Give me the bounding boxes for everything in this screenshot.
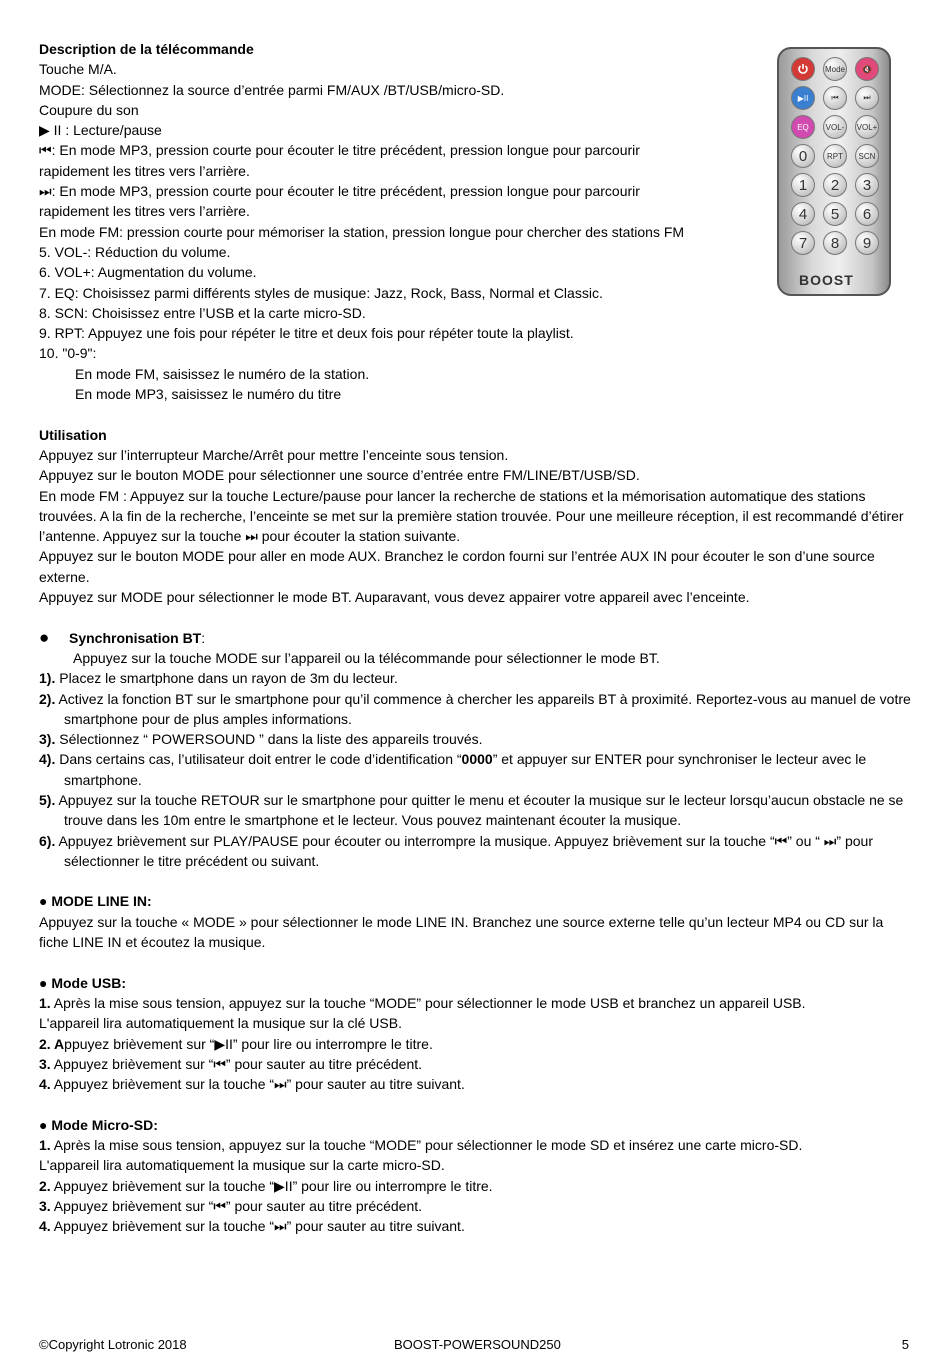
bt-step: 3). Sélectionnez “ POWERSOUND ” dans la liste des appareils trouvés. [39, 731, 483, 748]
text-line: 5. VOL-: Réduction du volume. [39, 243, 231, 260]
text-line: 9. RPT: Appuyez une fois pour répéter le titre et deux fois pour répéter toute la playlist. [39, 325, 574, 342]
section-title-usb: ● Mode USB: [39, 974, 127, 991]
sd-step: 3. Appuyez brièvement sur “⏮” pour sauter au titre précédent. [39, 1197, 423, 1214]
text-line: ⏭: En mode MP3, pression courte pour écouter le titre précédent, pression longue pour parcourir [39, 183, 640, 200]
footer-copyright: ©Copyright Lotronic 2018 [39, 1337, 187, 1352]
section-title-utilisation: Utilisation [39, 426, 107, 443]
bt-heading: ● Synchronisation BT: [39, 627, 206, 647]
paragraph: Appuyez sur MODE pour sélectionner le mode BT. Auparavant, vous devez appairer votre appareil avec l’enceinte. [39, 589, 750, 606]
boost-logo: BOOST [799, 272, 854, 288]
text-line: 6. VOL+: Augmentation du volume. [39, 264, 257, 281]
bt-step: 4). Dans certains cas, l’utilisateur doit entrer le code d’identification “0000” et appuyer sur ENTER pour synchroniser le lecteur avec le smartphone. [39, 751, 867, 788]
text-line: rapidement les titres vers l’arrière. [39, 203, 250, 220]
footer [39, 1337, 909, 1355]
bt-step: 1). Placez le smartphone dans un rayon de 3m du lecteur. [39, 670, 398, 687]
remote-button: RPT [823, 144, 847, 168]
usb-step: 3. Appuyez brièvement sur “⏮” pour sauter au titre précédent. [39, 1055, 423, 1072]
section-title-line-in: ● MODE LINE IN: [39, 893, 152, 910]
paragraph: Appuyez sur la touche « MODE » pour sélectionner le mode LINE IN. Branchez une source externe telle qu’un lecteur MP4 ou CD sur la fiche LINE IN et écoutez la musique. [39, 913, 884, 951]
text-line: ⏮: En mode MP3, pression courte pour écouter le titre précédent, pression longue pour parcourir [39, 142, 640, 159]
remote-button: ▶II [791, 86, 815, 110]
remote-button: 3 [855, 173, 879, 197]
usb-step: 2. Appuyez brièvement sur “▶II” pour lire ou interrompre le titre. [39, 1035, 433, 1052]
sd-step: 1. Après la mise sous tension, appuyez sur la touche “MODE” pour sélectionner le mode SD et insérez une carte micro-SD. [39, 1137, 803, 1154]
text-line: 7. EQ: Choisissez parmi différents styles de musique: Jazz, Rock, Bass, Normal et Classic. [39, 284, 603, 301]
usb-step: L'appareil lira automatiquement la musique sur la clé USB. [39, 1015, 402, 1032]
remote-button: VOL+ [855, 115, 879, 139]
remote-button: 9 [855, 231, 879, 255]
paragraph: Appuyez sur l’interrupteur Marche/Arrêt pour mettre l’enceinte sous tension. [39, 446, 509, 463]
remote-button: 8 [823, 231, 847, 255]
remote-button: Mode [823, 57, 847, 81]
text-line: 8. SCN: Choisissez entre l’USB et la carte micro-SD. [39, 304, 366, 321]
sd-step: 4. Appuyez brièvement sur la touche “⏭” pour sauter au titre suivant. [39, 1218, 465, 1235]
text-line: ▶ II : Lecture/pause [39, 122, 162, 139]
remote-button: 1 [791, 173, 815, 197]
text-line: Coupure du son [39, 101, 139, 118]
remote-button: 7 [791, 231, 815, 255]
remote-button: SCN [855, 144, 879, 168]
power-icon [791, 57, 815, 81]
page-number: 5 [901, 1337, 909, 1352]
sd-step: 2. Appuyez brièvement sur la touche “▶II” pour lire ou interrompre le titre. [39, 1177, 493, 1194]
remote-button: 🔇 [855, 57, 879, 81]
remote-button: 6 [855, 202, 879, 226]
bullet-icon: ● [39, 627, 50, 647]
bt-step: 2). Activez la fonction BT sur le smartphone pour qu’il commence à chercher les appareils BT à proximité. Reportez-vous au manuel de votre smartphone pour de plus amples informations. [39, 690, 911, 727]
section-title-sd: ● Mode Micro-SD: [39, 1116, 158, 1133]
remote-control-image [777, 47, 891, 296]
usb-step: 4. Appuyez brièvement sur la touche “⏭” pour sauter au titre suivant. [39, 1076, 465, 1093]
section-title-bt: Synchronisation BT [69, 629, 202, 646]
text-line: En mode FM, saisissez le numéro de la station. [75, 365, 370, 382]
remote-button: 2 [823, 173, 847, 197]
paragraph: Appuyez sur le bouton MODE pour aller en mode AUX. Branchez le cordon fourni sur l’entrée AUX IN pour écouter le son d’une source externe. [39, 548, 875, 585]
usb-step: 1. Après la mise sous tension, appuyez sur la touche “MODE” pour sélectionner le mode USB et branchez un appareil USB. [39, 994, 806, 1011]
paragraph: Appuyez sur le bouton MODE pour sélectionner une source d’entrée entre FM/LINE/BT/USB/SD. [39, 467, 640, 484]
footer-model: BOOST-POWERSOUND250 [394, 1337, 561, 1352]
text-line: En mode FM: pression courte pour mémoriser la station, pression longue pour chercher des stations FM [39, 223, 685, 240]
section-title-remote: Description de la télécommande [39, 41, 254, 57]
bt-step: 6). Appuyez brièvement sur PLAY/PAUSE pour écouter ou interrompre la musique. Appuyez brièvement sur la touche “⏮” ou “ ⏭” pour sélectionner le titre précédent ou suivant. [39, 832, 873, 869]
remote-button: EQ [791, 115, 815, 139]
bt-intro: Appuyez sur la touche MODE sur l’appareil ou la télécommande pour sélectionner le mode BT. [73, 649, 660, 666]
remote-button: ⏭ [855, 86, 879, 110]
remote-button: 0 [791, 144, 815, 168]
text-line: En mode MP3, saisissez le numéro du titre [75, 386, 342, 403]
paragraph: En mode FM : Appuyez sur la touche Lecture/pause pour lancer la recherche de stations et la mémorisation automatique des stations trouvées. A la fin de la recherche, l’enceinte se met sur la première station trouvée. Pour une meilleure réception, il est recommandé d’étirer l’antenne. Appuyez sur la touche ⏭ pour écouter la station suivante. [39, 487, 904, 545]
bt-step: 5). Appuyez sur la touche RETOUR sur le smartphone pour quitter le menu et écouter la musique sur le lecteur lorsqu’aucun obstacle ne se trouve dans les 10m entre le smartphone et le lecteur. Vous pouvez maintenant écouter la musique. [39, 791, 904, 829]
text-line: rapidement les titres vers l’arrière. [39, 162, 250, 179]
remote-button: ⏮ [823, 86, 847, 110]
remote-button: 5 [823, 202, 847, 226]
remote-button: 4 [791, 202, 815, 226]
text-line: 10. "0-9": [39, 345, 97, 362]
text-line: Touche M/A. [39, 61, 117, 78]
remote-button: VOL- [823, 115, 847, 139]
sd-step: L'appareil lira automatiquement la musique sur la carte micro-SD. [39, 1157, 445, 1174]
text-line: MODE: Sélectionnez la source d’entrée parmi FM/AUX /BT/USB/micro-SD. [39, 81, 505, 98]
